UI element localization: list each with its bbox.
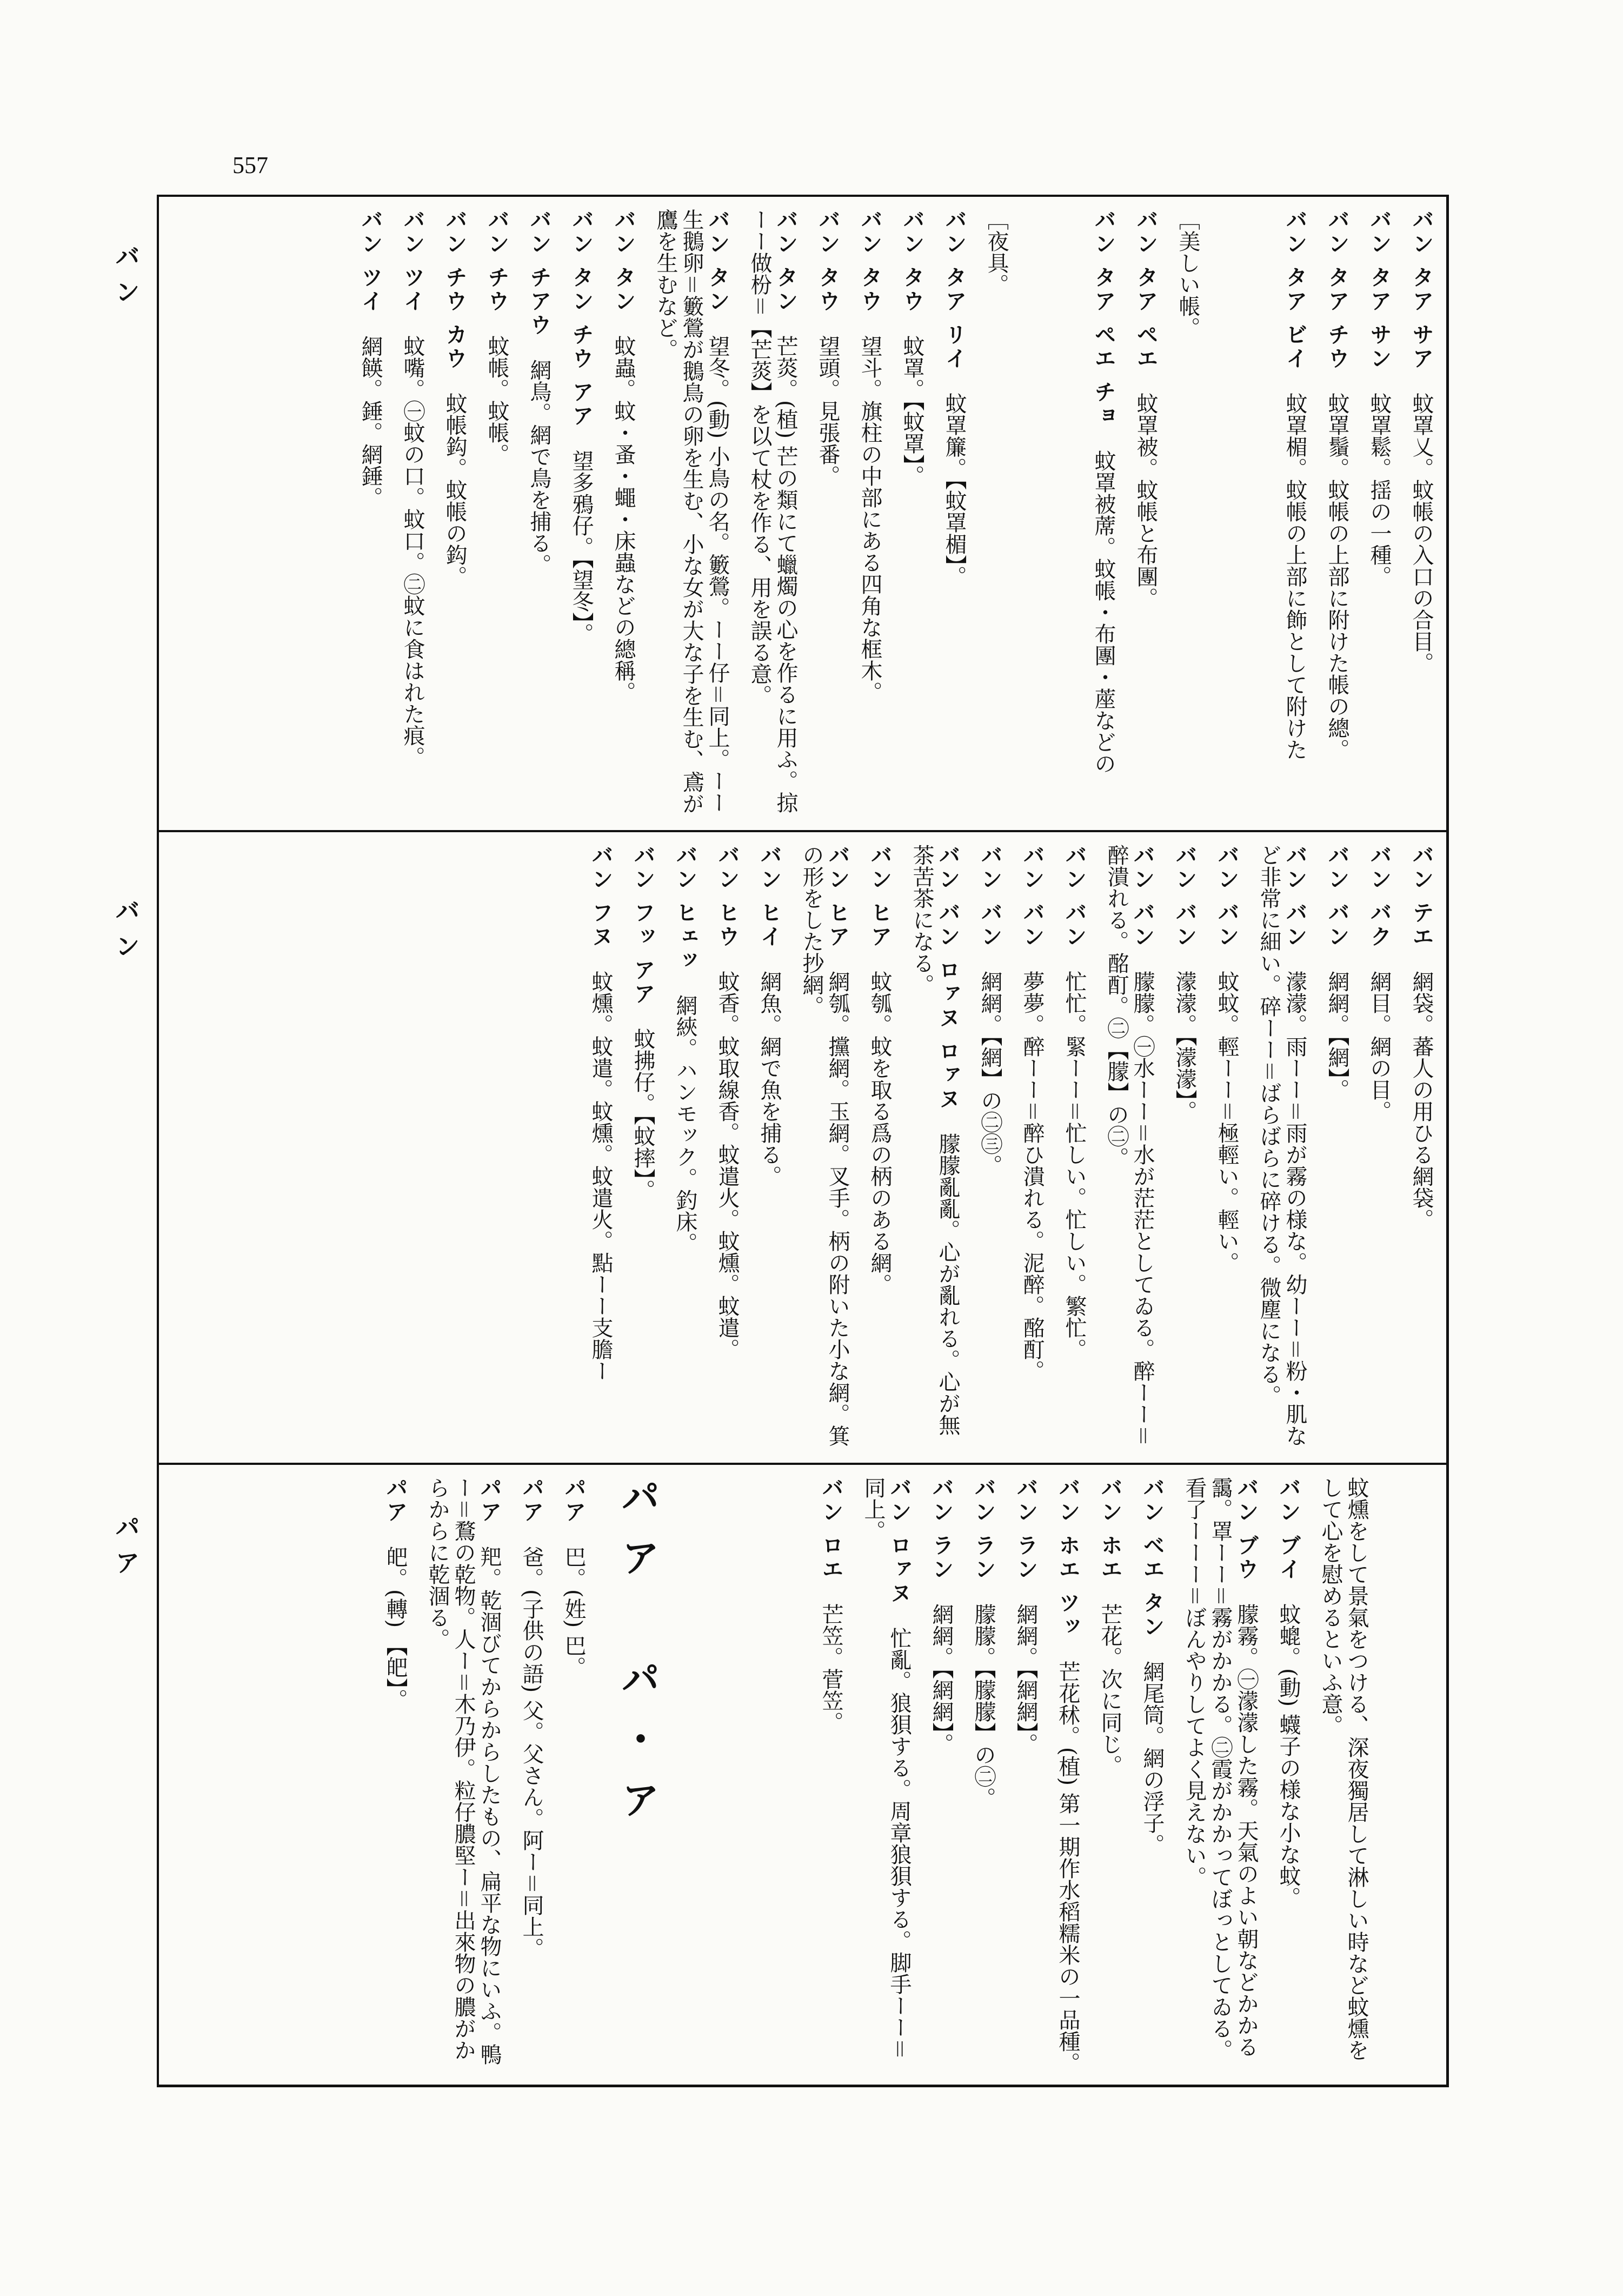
dictionary-entry xyxy=(1013,1477,1039,2078)
dictionary-entry xyxy=(442,209,468,818)
side-label-middle: バン xyxy=(111,898,141,969)
entry-heading: バン ヒイ xyxy=(757,844,782,949)
entry-heading: パア xyxy=(383,1477,408,1524)
entry-continuation xyxy=(983,209,1074,818)
entry-heading: バン タア ペエ チョ xyxy=(1091,209,1116,428)
page-number: 557 xyxy=(232,152,268,178)
dictionary-entry xyxy=(860,1477,912,2078)
entry-definition: 蚊拂仔。【蚊摔】。 xyxy=(630,1027,655,1201)
tier-top xyxy=(159,197,1446,832)
entry-definition: 網袋。蕃人の用ひる網袋。 xyxy=(1409,970,1434,1230)
tier-bottom xyxy=(159,1465,1446,2089)
dictionary-entry xyxy=(1139,1477,1165,2078)
entry-heading: バン バン xyxy=(1062,844,1087,949)
dictionary-entry xyxy=(400,209,425,818)
dictionary-entry xyxy=(799,844,850,1451)
tier-top-columns xyxy=(171,209,1434,818)
dictionary-entry xyxy=(815,209,841,818)
entry-definition: 朦霧。㊀濛濛した霧。天氣のよい朝などかかる靄。罩ーー＝霧がかかる。㊁霞がかかってぼっとしてゐる。看了ーーー＝ぼんやりしてよく見えない。 xyxy=(1182,1477,1259,2061)
dictionary-entry xyxy=(1172,844,1198,1451)
dictionary-entry xyxy=(568,209,594,818)
entry-definition: 蚊瓠。蚊を取る爲の柄のある網。 xyxy=(867,970,892,1295)
entry-definition: 芒花。次に同じ。 xyxy=(1097,1603,1122,1776)
entry-heading: バン ブウ xyxy=(1234,1477,1259,1582)
entry-heading: バン ロァヌ xyxy=(887,1477,912,1605)
dictionary-entry xyxy=(756,844,782,1451)
dictionary-entry xyxy=(357,209,383,818)
entry-heading: バン タア サア xyxy=(1409,209,1434,371)
entry-heading: バン タン xyxy=(705,209,730,314)
entry-continuation xyxy=(1175,209,1266,818)
entry-heading: バン タア ビイ xyxy=(1282,209,1308,371)
dictionary-entry xyxy=(1408,844,1434,1451)
entry-continuation xyxy=(1318,1477,1434,2078)
entry-definition: 忙忙。緊ーー＝忙しい。忙しい。繁忙。 xyxy=(1062,970,1087,1360)
entry-definition: 忙亂。狼狽する。周章狼狽する。脚手ーー＝同上。 xyxy=(861,1477,912,2060)
dictionary-entry xyxy=(1324,844,1350,1451)
side-label-bottom: パア xyxy=(111,1514,141,1585)
entry-heading: バン タア チウ xyxy=(1325,209,1350,371)
entry-definition: 朦朦亂亂。心が亂れる。心が無茶苦茶になる。 xyxy=(909,844,960,1436)
entry-heading: バン バン ロァヌ ロァヌ xyxy=(935,844,961,1111)
entry-definition: 蚊蚊。輕ーー＝極輕い。輕い。 xyxy=(1214,970,1239,1273)
dictionary-entry xyxy=(1366,844,1392,1451)
entry-definition: 蚊罩鬚。蚊帳の上部に附けた帳の總。 xyxy=(1325,392,1349,760)
dictionary-entry xyxy=(653,209,730,818)
entry-definition: 蚊帳。蚊帳。 xyxy=(484,335,509,465)
entry-heading: バン タウ xyxy=(857,209,883,314)
entry-heading: バン バク xyxy=(1367,844,1392,949)
entry-heading: バン バン xyxy=(1214,844,1240,949)
entry-heading: バン タウ xyxy=(815,209,841,314)
dictionary-entry xyxy=(941,209,967,818)
entry-definition: 網鳥。網で鳥を捕る。 xyxy=(527,359,551,575)
tier-middle xyxy=(159,832,1446,1465)
dictionary-entry xyxy=(588,844,614,1451)
dictionary-entry xyxy=(1214,844,1240,1451)
entry-heading: バン ツイ xyxy=(358,209,383,314)
dictionary-entry xyxy=(484,209,510,818)
dictionary-entry xyxy=(424,1477,502,2078)
entry-heading: バン ラン xyxy=(971,1477,996,1582)
entry-definition: 爸。(子供の語) 父。父さん。阿ー＝同上。 xyxy=(519,1546,544,1959)
entry-definition: ［夜具。 xyxy=(984,209,1009,295)
dictionary-entry xyxy=(561,1477,587,2078)
dictionary-entry xyxy=(672,844,698,1451)
entry-definition: 望斗。旗柱の中部にある四角な框木。 xyxy=(857,335,882,703)
dictionary-entry xyxy=(909,844,961,1451)
entry-definition: 濛濛。【濛濛】。 xyxy=(1172,970,1197,1122)
entry-heading: パア xyxy=(477,1477,502,1524)
entry-heading: バン チウ xyxy=(484,209,510,314)
entry-definition: 芒花秫。(植) 第一期作水稻糯米の一品種。 xyxy=(1055,1660,1080,2074)
entry-definition: 朦朦。【朦朦】の㊁。 xyxy=(971,1603,996,1809)
entry-heading: バン タン xyxy=(773,209,799,314)
dictionary-entry xyxy=(857,209,883,818)
entry-definition: 網綊。ハンモック。釣床。 xyxy=(673,994,697,1254)
entry-heading: バン チアウ xyxy=(527,209,552,337)
entry-heading: パア xyxy=(519,1477,544,1524)
dictionary-entry xyxy=(382,1477,408,2078)
entry-heading: バン ロエ xyxy=(819,1477,844,1582)
entry-definition: 巴。(姓) 巴。 xyxy=(561,1546,586,1678)
dictionary-entry xyxy=(630,844,656,1451)
dictionary-entry xyxy=(1408,209,1434,818)
entry-heading: バン バン xyxy=(1282,844,1308,949)
entry-heading: バン バン xyxy=(1130,844,1155,949)
dictionary-entry xyxy=(867,844,893,1451)
entry-definition: 網網。【網網】。 xyxy=(929,1603,954,1755)
entry-definition: 芒菼。(植) 芒の類にて蠟燭の心を作るに用ふ。掠ーー做枌＝【芒菼】を以て杖を作る、用を誤る意。 xyxy=(747,209,798,813)
entry-heading: バン バン xyxy=(1172,844,1198,949)
entry-heading: パア xyxy=(561,1477,587,1524)
entry-definition: 蚊螕。(動) 蠛子の様な小な蚊。 xyxy=(1276,1603,1301,1908)
dictionary-entry xyxy=(1181,1477,1259,2078)
entry-definition: 望頭。見張番。 xyxy=(815,335,840,487)
entry-heading: バン ホエ xyxy=(1097,1477,1123,1582)
entry-heading: バン バン xyxy=(1020,844,1045,949)
dictionary-entry xyxy=(1055,1477,1081,2078)
dictionary-entry xyxy=(977,844,1003,1451)
dictionary-entry xyxy=(1256,844,1308,1451)
dictionary-entry xyxy=(1282,209,1308,818)
entry-definition: 蚊罩被蓆。蚊帳・布團・蓙などの xyxy=(1091,449,1116,774)
entry-heading: バン ラン xyxy=(1013,1477,1039,1582)
dictionary-entry xyxy=(899,209,925,818)
entry-heading: バン タン チウ アア xyxy=(569,209,594,428)
entry-heading: バン タア サン xyxy=(1367,209,1392,371)
dictionary-entry xyxy=(970,1477,996,2078)
section-heading: パア パ・ア xyxy=(615,1477,660,1840)
dictionary-entry xyxy=(1061,844,1087,1451)
dictionary-entry xyxy=(518,1477,544,2078)
entry-definition: ［美しい帳。 xyxy=(1175,209,1200,339)
entry-definition: 夢夢。醉ーー＝醉ひ潰れる。泥醉。酩酊。 xyxy=(1020,970,1045,1382)
tier-bottom-columns xyxy=(171,1477,1434,2078)
entry-heading: バン ラン xyxy=(929,1477,954,1582)
entry-definition: 蚊罩被。蚊帳と布團。 xyxy=(1133,392,1158,609)
entry-definition: 濛濛。雨ーー＝雨が霧の様な。幼ーー＝粉・肌など非常に細い。碎ーー＝ばらばらに碎ける。微塵になる。 xyxy=(1256,844,1307,1446)
entry-heading: バン チウ カウ xyxy=(442,209,468,371)
entry-definition: 蚊燻。蚊遣。蚊燻。蚊遣火。點ーー支膽ー xyxy=(588,970,613,1382)
entry-heading: バン ツイ xyxy=(400,209,425,314)
entry-definition: 網䭊。錘。網錘。 xyxy=(358,335,383,508)
entry-definition: 蚊嘴。㊀蚊の口。蚊口。㊁蚊に食はれた痕。 xyxy=(400,335,425,768)
entry-definition: 望多鴉仔。【望冬】。 xyxy=(569,449,594,645)
entry-definition: 蚊罩。【蚊罩】。 xyxy=(900,335,924,487)
dictionary-entry xyxy=(818,1477,844,2078)
dictionary-entry xyxy=(928,1477,954,2078)
dictionary-entry xyxy=(1275,1477,1301,2078)
entry-heading: バン ブイ xyxy=(1276,1477,1301,1582)
dictionary-entry xyxy=(1366,209,1392,818)
entry-heading: バン テエ xyxy=(1409,844,1434,949)
dictionary-entry xyxy=(1324,209,1350,818)
dictionary-entry xyxy=(610,209,636,818)
entry-definition: 網網。【網】。 xyxy=(1325,970,1349,1100)
dictionary-entry xyxy=(747,209,799,818)
entry-heading: バン ヒェッ xyxy=(673,844,698,973)
dictionary-entry xyxy=(714,844,740,1451)
entry-definition: 蚊帳鈎。蚊帳の鈎。 xyxy=(442,392,467,587)
entry-definition: 蚊燻をして景氣をつける、深夜獨居して淋しい時など蚊燻をして心を慰めるといふ意。 xyxy=(1318,1477,1369,2061)
entry-definition: 芒笠。菅笠。 xyxy=(819,1603,843,1733)
entry-definition: 網瓠。攩網。玉網。叉手。柄の附いた小な網。箕の形をした抄網。 xyxy=(799,844,850,1446)
entry-definition: 朦朦。㊀水ーー＝水が茫茫としてゐる。醉ーー＝醉潰れる。酩酊。㊁【朦】の㊁。 xyxy=(1104,844,1155,1446)
entry-definition: 網目。網の目。 xyxy=(1367,970,1392,1122)
entry-heading: バン タン xyxy=(611,209,636,314)
entry-definition: 蚊香。蚊取線香。蚊遣火。蚊燻。蚊遣。 xyxy=(715,970,740,1360)
entry-definition: 蚊罩簾。【蚊罩楣】。 xyxy=(942,392,967,587)
entry-definition: 蚊罩鬆。揺の一種。 xyxy=(1367,392,1392,587)
entry-definition: 望冬。(動) 小鳥の名。籔鶯。ーー仔＝同上。ーー生鵝卵＝籔鶯が鵝鳥の卵を生む、小な女が大な子を生む、鳶が鷹を生むなど。 xyxy=(653,209,730,814)
entry-definition: 蚊蟲。蚊・蚤・蠅・床蟲などの總稱。 xyxy=(611,335,636,703)
entry-heading: バン ヒア xyxy=(867,844,893,949)
dictionary-entry xyxy=(526,209,552,818)
dictionary-entry xyxy=(1103,844,1155,1451)
entry-heading: バン ベエ タン xyxy=(1140,1477,1165,1639)
entry-heading: バン ヒア xyxy=(825,844,850,949)
entry-definition: 蚊罩楣。蚊帳の上部に飾として附けた xyxy=(1282,392,1307,760)
dictionary-entry xyxy=(1097,1477,1123,2078)
entry-heading: バン ヒウ xyxy=(715,844,740,949)
entry-heading: バン バン xyxy=(1325,844,1350,949)
dictionary-frame xyxy=(157,195,1449,2087)
dictionary-entry xyxy=(1133,209,1159,818)
side-label-top: バン xyxy=(111,243,141,315)
entry-heading: バン ホエ ツッ xyxy=(1055,1477,1081,1639)
entry-heading: バン バン xyxy=(977,844,1003,949)
entry-definition: 網尾筒。網の浮子。 xyxy=(1140,1660,1165,1855)
entry-definition: 蚊罩乂。蚊帳の入口の合目。 xyxy=(1409,392,1434,674)
entry-definition: 網魚。網で魚を捕る。 xyxy=(757,970,782,1187)
tier-middle-columns xyxy=(171,844,1434,1451)
entry-definition: 羓。乾涸びてからからしたもの、扁平な物にいふ。鴨ー＝鶩の乾物。人ー＝木乃伊。粒仔膿堅ー＝出來物の膿がからからに乾涸る。 xyxy=(425,1477,502,2065)
entry-heading: バン フヌ xyxy=(588,844,614,949)
dictionary-entry xyxy=(1019,844,1045,1451)
entry-definition: 網網。【網】の㊁㊂。 xyxy=(977,970,1002,1176)
entry-heading: バン タア リイ xyxy=(942,209,967,371)
entry-heading: バン タウ xyxy=(900,209,925,314)
entry-definition: 網網。【網網】。 xyxy=(1013,1603,1038,1755)
entry-heading: バン タア ペエ xyxy=(1133,209,1159,371)
entry-heading: バン フッ アア xyxy=(630,844,656,1006)
entry-definition: 皅。(轉) 【皅】。 xyxy=(383,1546,408,1710)
dictionary-entry xyxy=(1090,209,1116,818)
